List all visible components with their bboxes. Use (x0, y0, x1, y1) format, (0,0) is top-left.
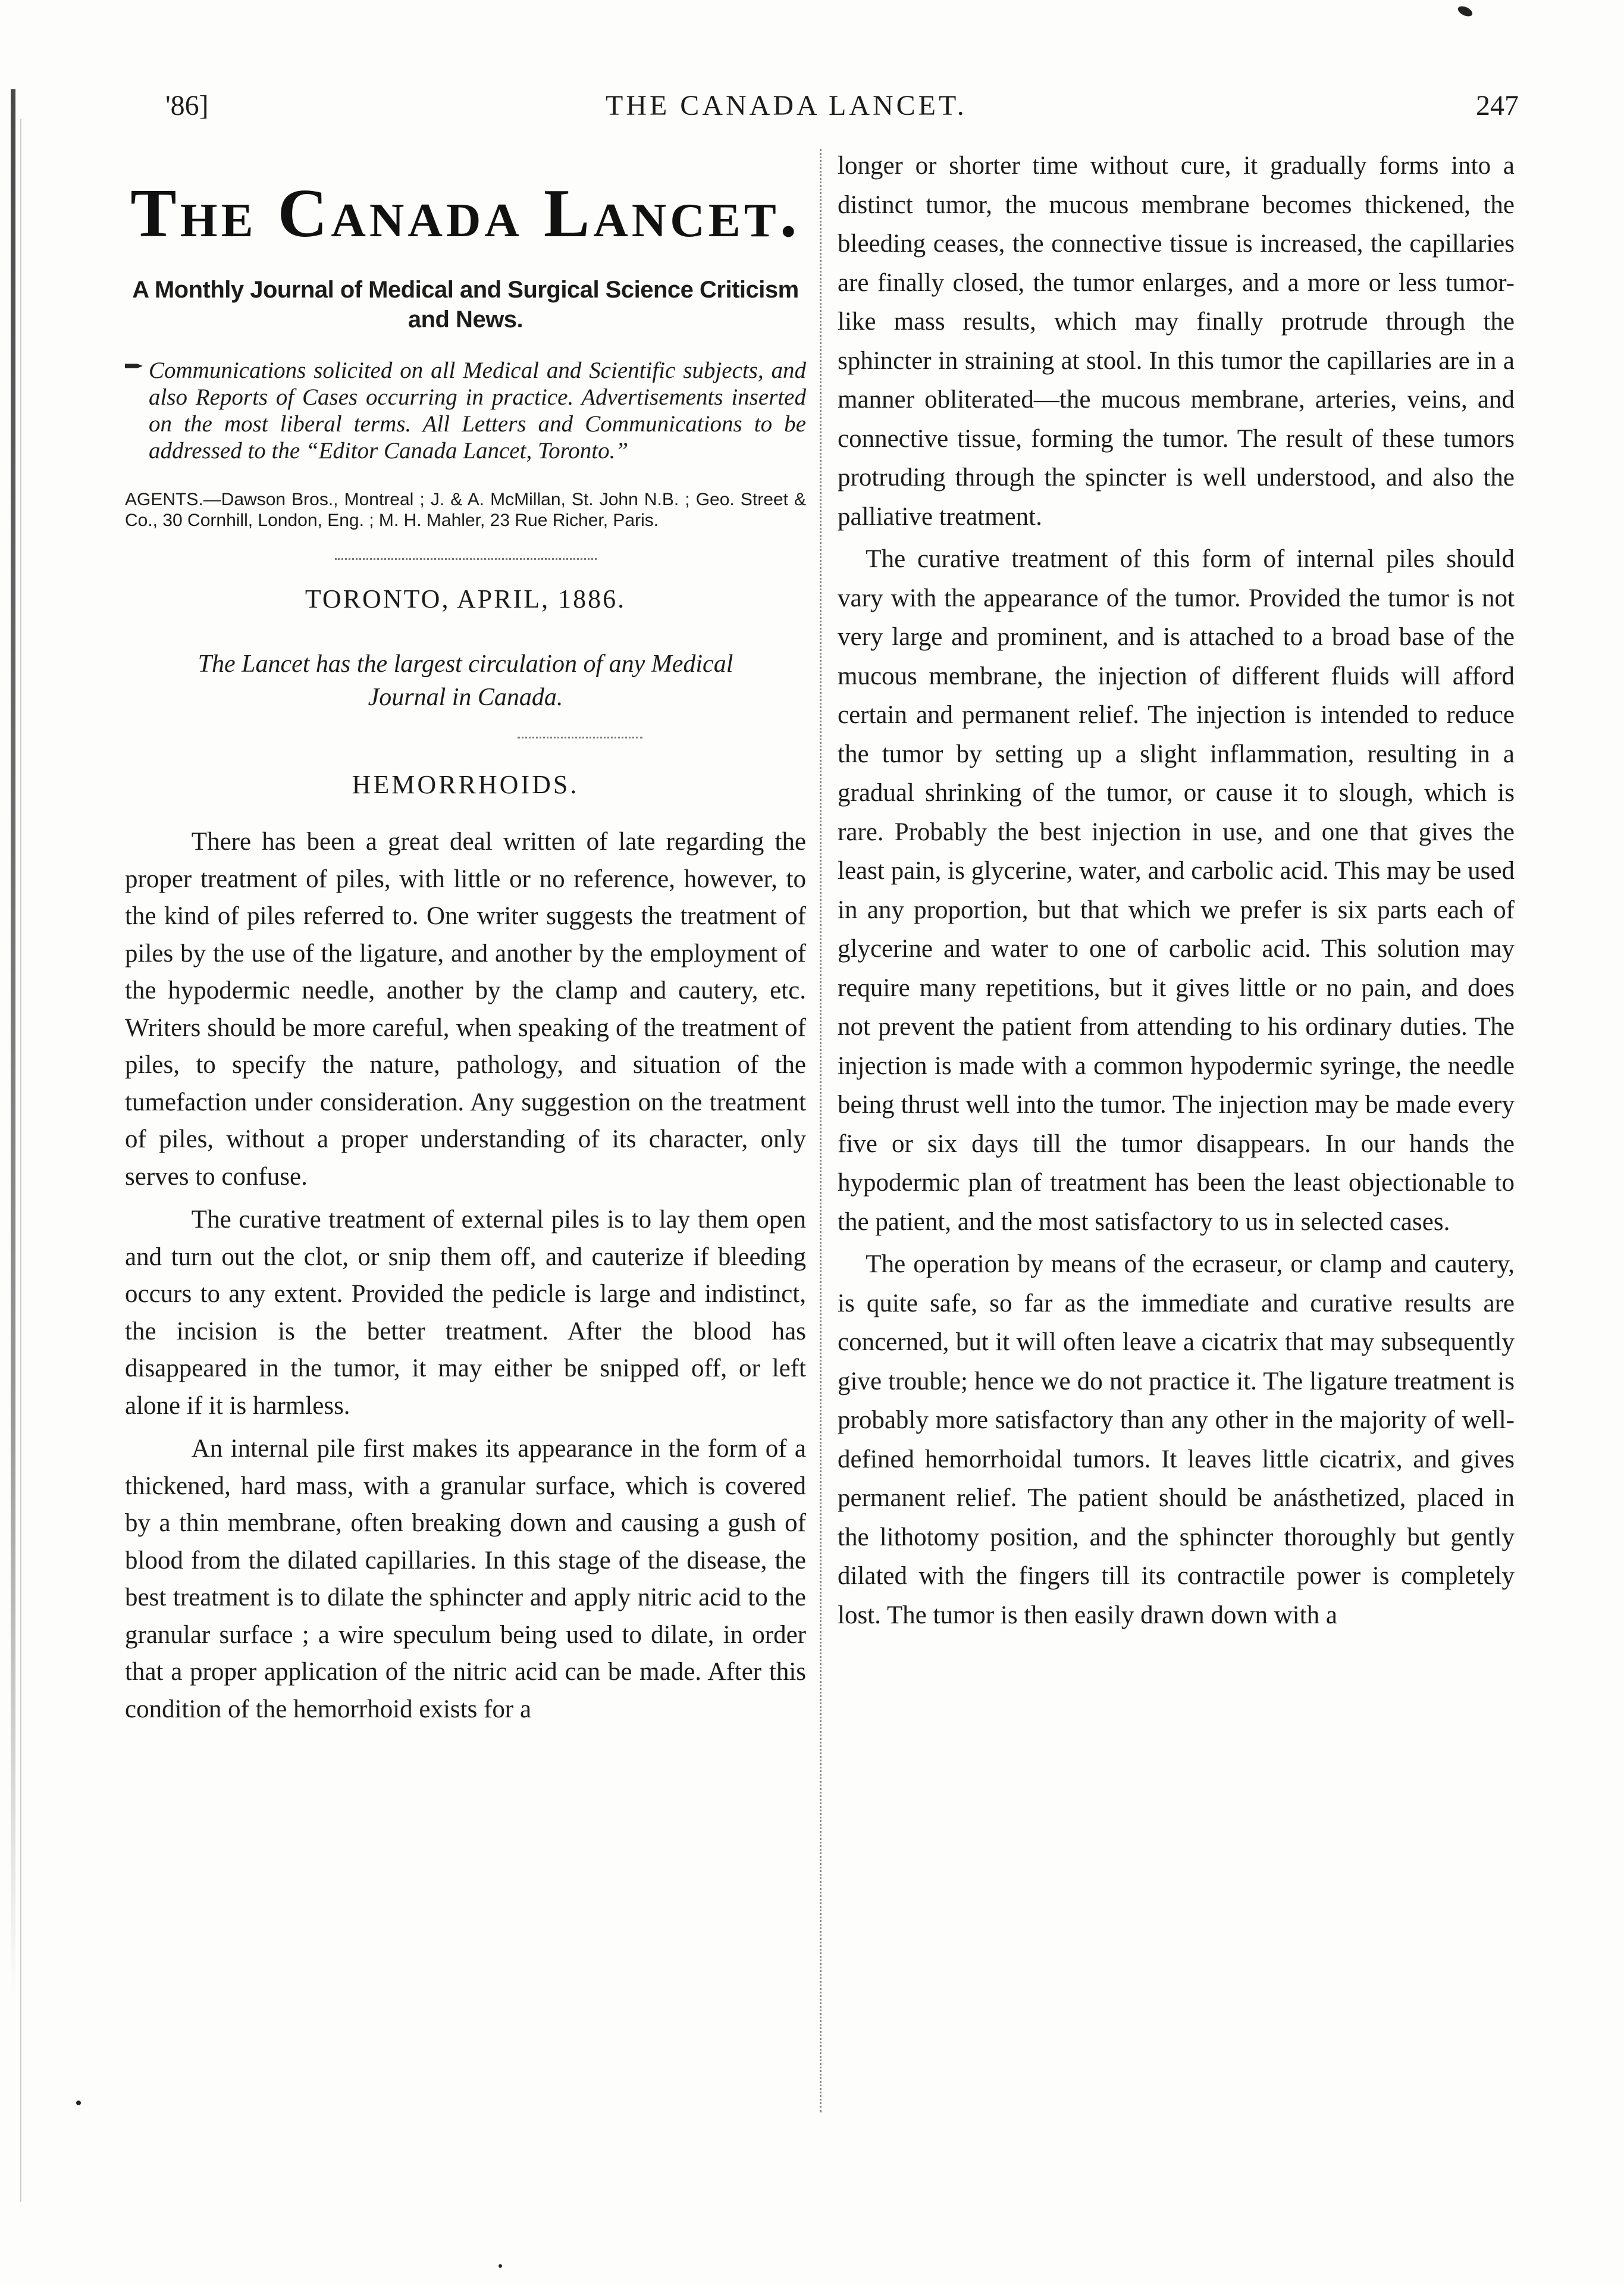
circulation-notice: The Lancet has the largest circulation of any Medical Journal in Canada. (197, 650, 733, 711)
dateline: TORONTO, APRIL, 1886. (305, 584, 626, 613)
left-column (125, 149, 806, 1728)
page-number: 247 (1476, 90, 1519, 121)
article-paragraph: The curative treatment of this form of internal piles should vary with the appearance of the tumor. Provided the tumor is not very large and prominent, and is attached to a broad base of the mucous membrane, the injection of different fluids will afford certain and permanent relief. The injection is intended to reduce the tumor by setting up a slight inflammation, resulting in a gradual shrinking of the tumor, or cause it to slough, which is rare. Probably the best injection in use, and one that gives the least pain, is glycerine, water, and carbolic acid. This may be used in any proportion, but that which we prefer is six parts each of glycerine and water to one of carbolic acid. This solution may require many repetitions, but it gives little or no pain, and does not prevent the patient from attending to his ordinary duties. The injection is made with a common hypodermic syringe, the needle being thrust well into the tumor. The injection may be made every five or six days till the tumor disappears. In our hands the hypodermic plan of treatment has been the least objectionable to the patient, and the most satisfactory to us in selected cases. (838, 545, 1515, 1236)
pointing-hand-icon (125, 361, 143, 371)
scan-edge-line (20, 119, 21, 2202)
article-paragraph: The operation by means of the ecraseur, or clamp and cautery, is quite safe, so far as the immediate and curative results are concerned, but it will often leave a cicatrix that may subsequently give trouble; hence we do not practice it. The ligature treatment is probably more satisfactory than any other in the majority of well-defined hemorrhoidal tumors. It leaves little cicatrix, and gives permanent relief. The patient should be anásthetized, placed in the lithotomy position, and the sphincter thoroughly but gently dilated with the fingers till its contractile power is completely lost. The tumor is then easily drawn down with a (838, 1250, 1515, 1629)
masthead-subtitle: A Monthly Journal of Medical and Surgical Science Criticism and News. (132, 277, 799, 333)
masthead-notice (125, 357, 806, 464)
right-column (838, 146, 1515, 1635)
divider-rule (518, 737, 642, 738)
article-body-left (125, 824, 806, 1728)
scan-edge-shadow (11, 89, 15, 1993)
article-heading: HEMORRHOIDS. (352, 770, 579, 799)
column-divider (820, 149, 822, 2112)
article-paragraph: There has been a great deal written of late regarding the proper treatment of piles, with little or no reference, however, to the kind of piles referred to. One writer suggests the treatment of piles by the use of the ligature, and another by the employment of the hypodermic needle, another by the clamp and cautery, etc. Writers should be more careful, when speaking of the treatment of piles, to specify the nature, pathology, and situation of the tumefaction under consideration. Any suggestion on the treatment of piles, without a proper understanding of its character, only serves to confuse. (125, 828, 806, 1191)
ink-speck (499, 2264, 502, 2268)
running-head-title: THE CANADA LANCET. (606, 90, 967, 121)
article-paragraph: longer or shorter time without cure, it gradually forms into a distinct tumor, the mucous membrane becomes thickened, the bleeding ceases, the connective tissue is increased, the capillaries are finally closed, the tumor enlarges, and a more or less tumor-like mass results, which may finally protrude through the sphincter in straining at stool. In this tumor the capillaries are in a manner obliterated—the mucous membrane, arteries, veins, and connective tissue, forming the tumor. The result of these tumors protruding through the spincter is well understood, and also the palliative treatment. (838, 152, 1515, 531)
masthead-title: The Canada Lancet. (130, 176, 801, 252)
ink-speck (1456, 4, 1473, 18)
article-paragraph: The curative treatment of external piles is to lay them open and turn out the clot, or snip them off, and cauterize if bleeding occurs to any extent. Provided the pedicle is large and indistinct, the incision is the better treatment. After the blood has disappeared in the tumor, it may either be snipped off, or left alone if it is harmless. (125, 1206, 806, 1420)
agents-list: AGENTS.—Dawson Bros., Montreal ; J. & A. McMillan, St. John N.B. ; Geo. Street & Co., 30 Cornhill, London, Eng. ; M. H. Mahler, 23 Rue Richer, Paris. (125, 490, 806, 530)
running-head (165, 89, 1519, 137)
ink-speck (76, 2101, 81, 2105)
running-head-year: '86] (165, 90, 209, 121)
divider-rule (335, 558, 597, 560)
article-paragraph: An internal pile first makes its appearance in the form of a thickened, hard mass, with a granular surface, which is covered by a thin membrane, often breaking down and causing a gush of blood from the dilated capillaries. In this stage of the disease, the best treatment is to dilate the sphincter and apply nitric acid to the granular surface ; a wire speculum being used to dilate, in order that a proper application of the nitric acid can be made. After this condition of the hemorrhoid exists for a (125, 1435, 806, 1723)
notice-text: Communications solicited on all Medical and Scientific subjects, and also Reports of Cases occurring in practice. Advertisements inserted on the most liberal terms. All Letters and Communications to be addressed to the “Editor Canada Lancet, Toronto.” (149, 358, 806, 464)
